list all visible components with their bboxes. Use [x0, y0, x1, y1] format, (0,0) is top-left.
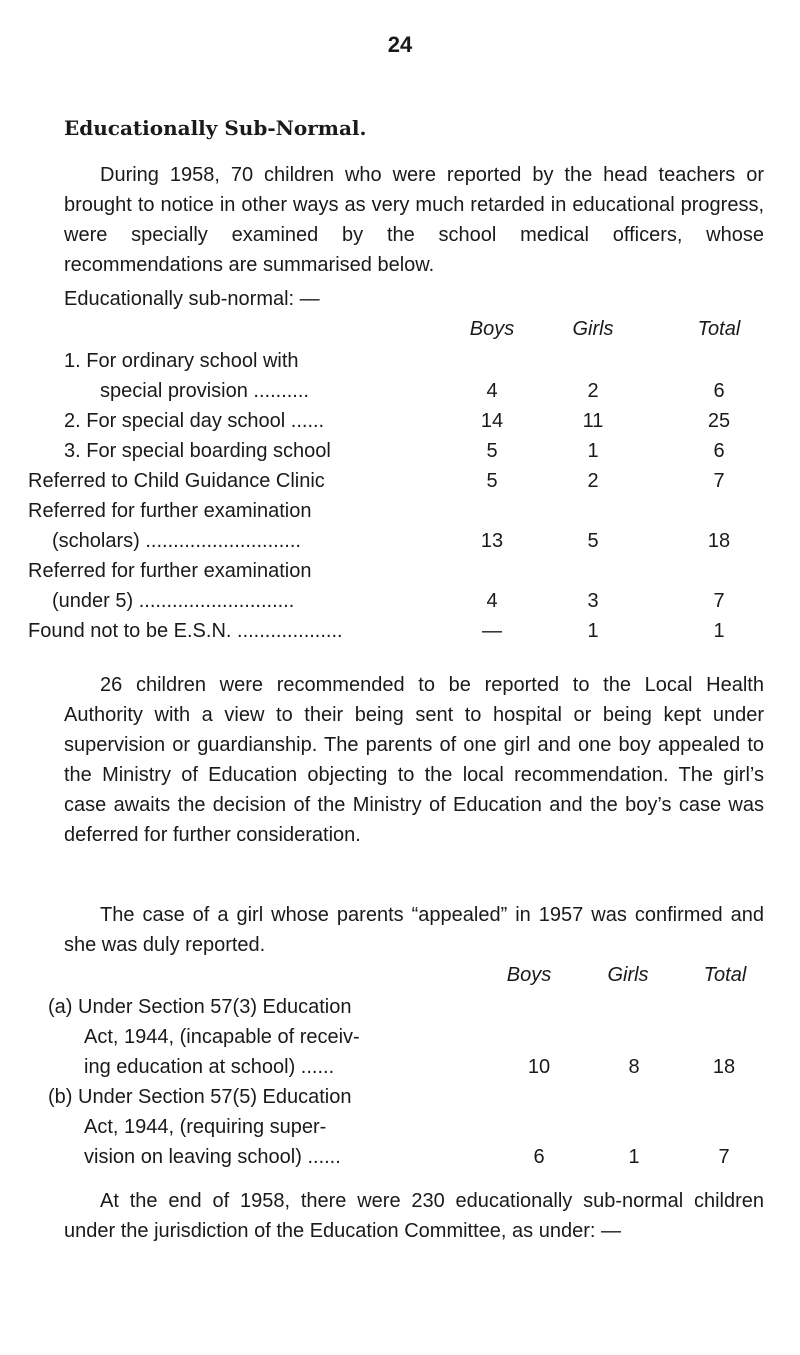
row-label-cont: Act, 1944, (incapable of receiv-: [84, 1026, 360, 1048]
girls-value: 1: [628, 1146, 640, 1168]
boys-value: 5: [486, 470, 498, 492]
row-label-cont: ing education at school) ......: [84, 1056, 335, 1078]
total-value: 7: [713, 470, 725, 492]
girls-value: 5: [587, 530, 599, 552]
table2-row-section-57-5: [48, 1082, 764, 1172]
total-value: 1: [713, 620, 725, 642]
row-label: 3. For special boarding school: [64, 440, 331, 462]
boys-value: 6: [533, 1146, 545, 1168]
row-label-cont: (scholars) ............................: [52, 530, 301, 552]
row-label-cont: vision on leaving school) ......: [84, 1146, 341, 1168]
total-value: 6: [713, 440, 725, 462]
boys-value: 10: [527, 1056, 551, 1078]
table2-row-section-57-3: [48, 992, 764, 1082]
boys-value: —: [482, 620, 502, 642]
table1-row-not-esn: [28, 616, 764, 646]
total-value: 18: [712, 1056, 736, 1078]
row-label: Found not to be E.S.N. ...................: [28, 620, 343, 642]
page-number: 24: [387, 32, 413, 57]
boys-value: 4: [486, 380, 498, 402]
girls-value: 1: [587, 440, 599, 462]
table1-col-total: Total: [697, 318, 741, 340]
table1-col-boys: Boys: [469, 318, 515, 340]
intro-paragraph: During 1958, 70 children who were reported by the head teachers or brought to notice in other ways as very much retarded in educational progress, were specially examined by the school medical officers, whose recommendations are summarised below.: [64, 164, 764, 276]
girls-value: 1: [587, 620, 599, 642]
row-label-cont: special provision ..........: [100, 380, 309, 402]
table1-row-guidance: [28, 466, 764, 496]
table1-row-under5: [28, 556, 764, 616]
appeal-paragraph: The case of a girl whose parents “appealed” in 1957 was confirmed and she was duly reported.: [64, 904, 764, 956]
recommendation-paragraph: 26 children were recommended to be reported to the Local Health Authority with a view to their being sent to hospital or being kept under supervision or guardianship. The parents of one girl and one boy appealed to the Ministry of Education objecting to the local recommendation. The girl’s case awaits the decision of the Ministry of Education and the boy’s case was deferred for further consideration.: [64, 674, 764, 846]
table1-row-special-day: [64, 406, 764, 436]
row-label: (a) Under Section 57(3) Education: [48, 996, 352, 1018]
boys-value: 13: [480, 530, 504, 552]
row-label-cont: Act, 1944, (requiring super-: [84, 1116, 327, 1138]
table2-col-boys: Boys: [506, 964, 552, 986]
table1-col-girls: Girls: [572, 318, 614, 340]
table1-row-ordinary-school: [64, 346, 764, 406]
boys-value: 14: [480, 410, 504, 432]
total-value: 7: [718, 1146, 730, 1168]
total-value: 18: [707, 530, 731, 552]
row-label: (b) Under Section 57(5) Education: [48, 1086, 352, 1108]
total-value: 6: [713, 380, 725, 402]
section-heading: Educationally Sub-Normal.: [64, 116, 367, 140]
total-value: 25: [707, 410, 731, 432]
table2-col-total: Total: [703, 964, 747, 986]
table1-row-boarding: [64, 436, 764, 466]
girls-value: 3: [587, 590, 599, 612]
boys-value: 5: [486, 440, 498, 462]
boys-value: 4: [486, 590, 498, 612]
table1-row-scholars: [28, 496, 764, 556]
row-label: 1. For ordinary school with: [64, 350, 299, 372]
girls-value: 11: [582, 410, 604, 432]
row-label: Referred for further examination: [28, 560, 312, 582]
girls-value: 2: [587, 380, 599, 402]
total-value: 7: [713, 590, 725, 612]
closing-paragraph: At the end of 1958, there were 230 educationally sub-normal children under the jurisdiction of the Education Committee, as under: —: [64, 1190, 764, 1242]
table2-col-girls: Girls: [607, 964, 649, 986]
row-label-cont: (under 5) ............................: [52, 590, 295, 612]
row-label: Referred for further examination: [28, 500, 312, 522]
girls-value: 2: [587, 470, 599, 492]
table1-label: Educationally sub-normal: —: [64, 288, 320, 310]
row-label: Referred to Child Guidance Clinic: [28, 470, 325, 492]
row-label: 2. For special day school ......: [64, 410, 325, 432]
girls-value: 8: [628, 1056, 640, 1078]
